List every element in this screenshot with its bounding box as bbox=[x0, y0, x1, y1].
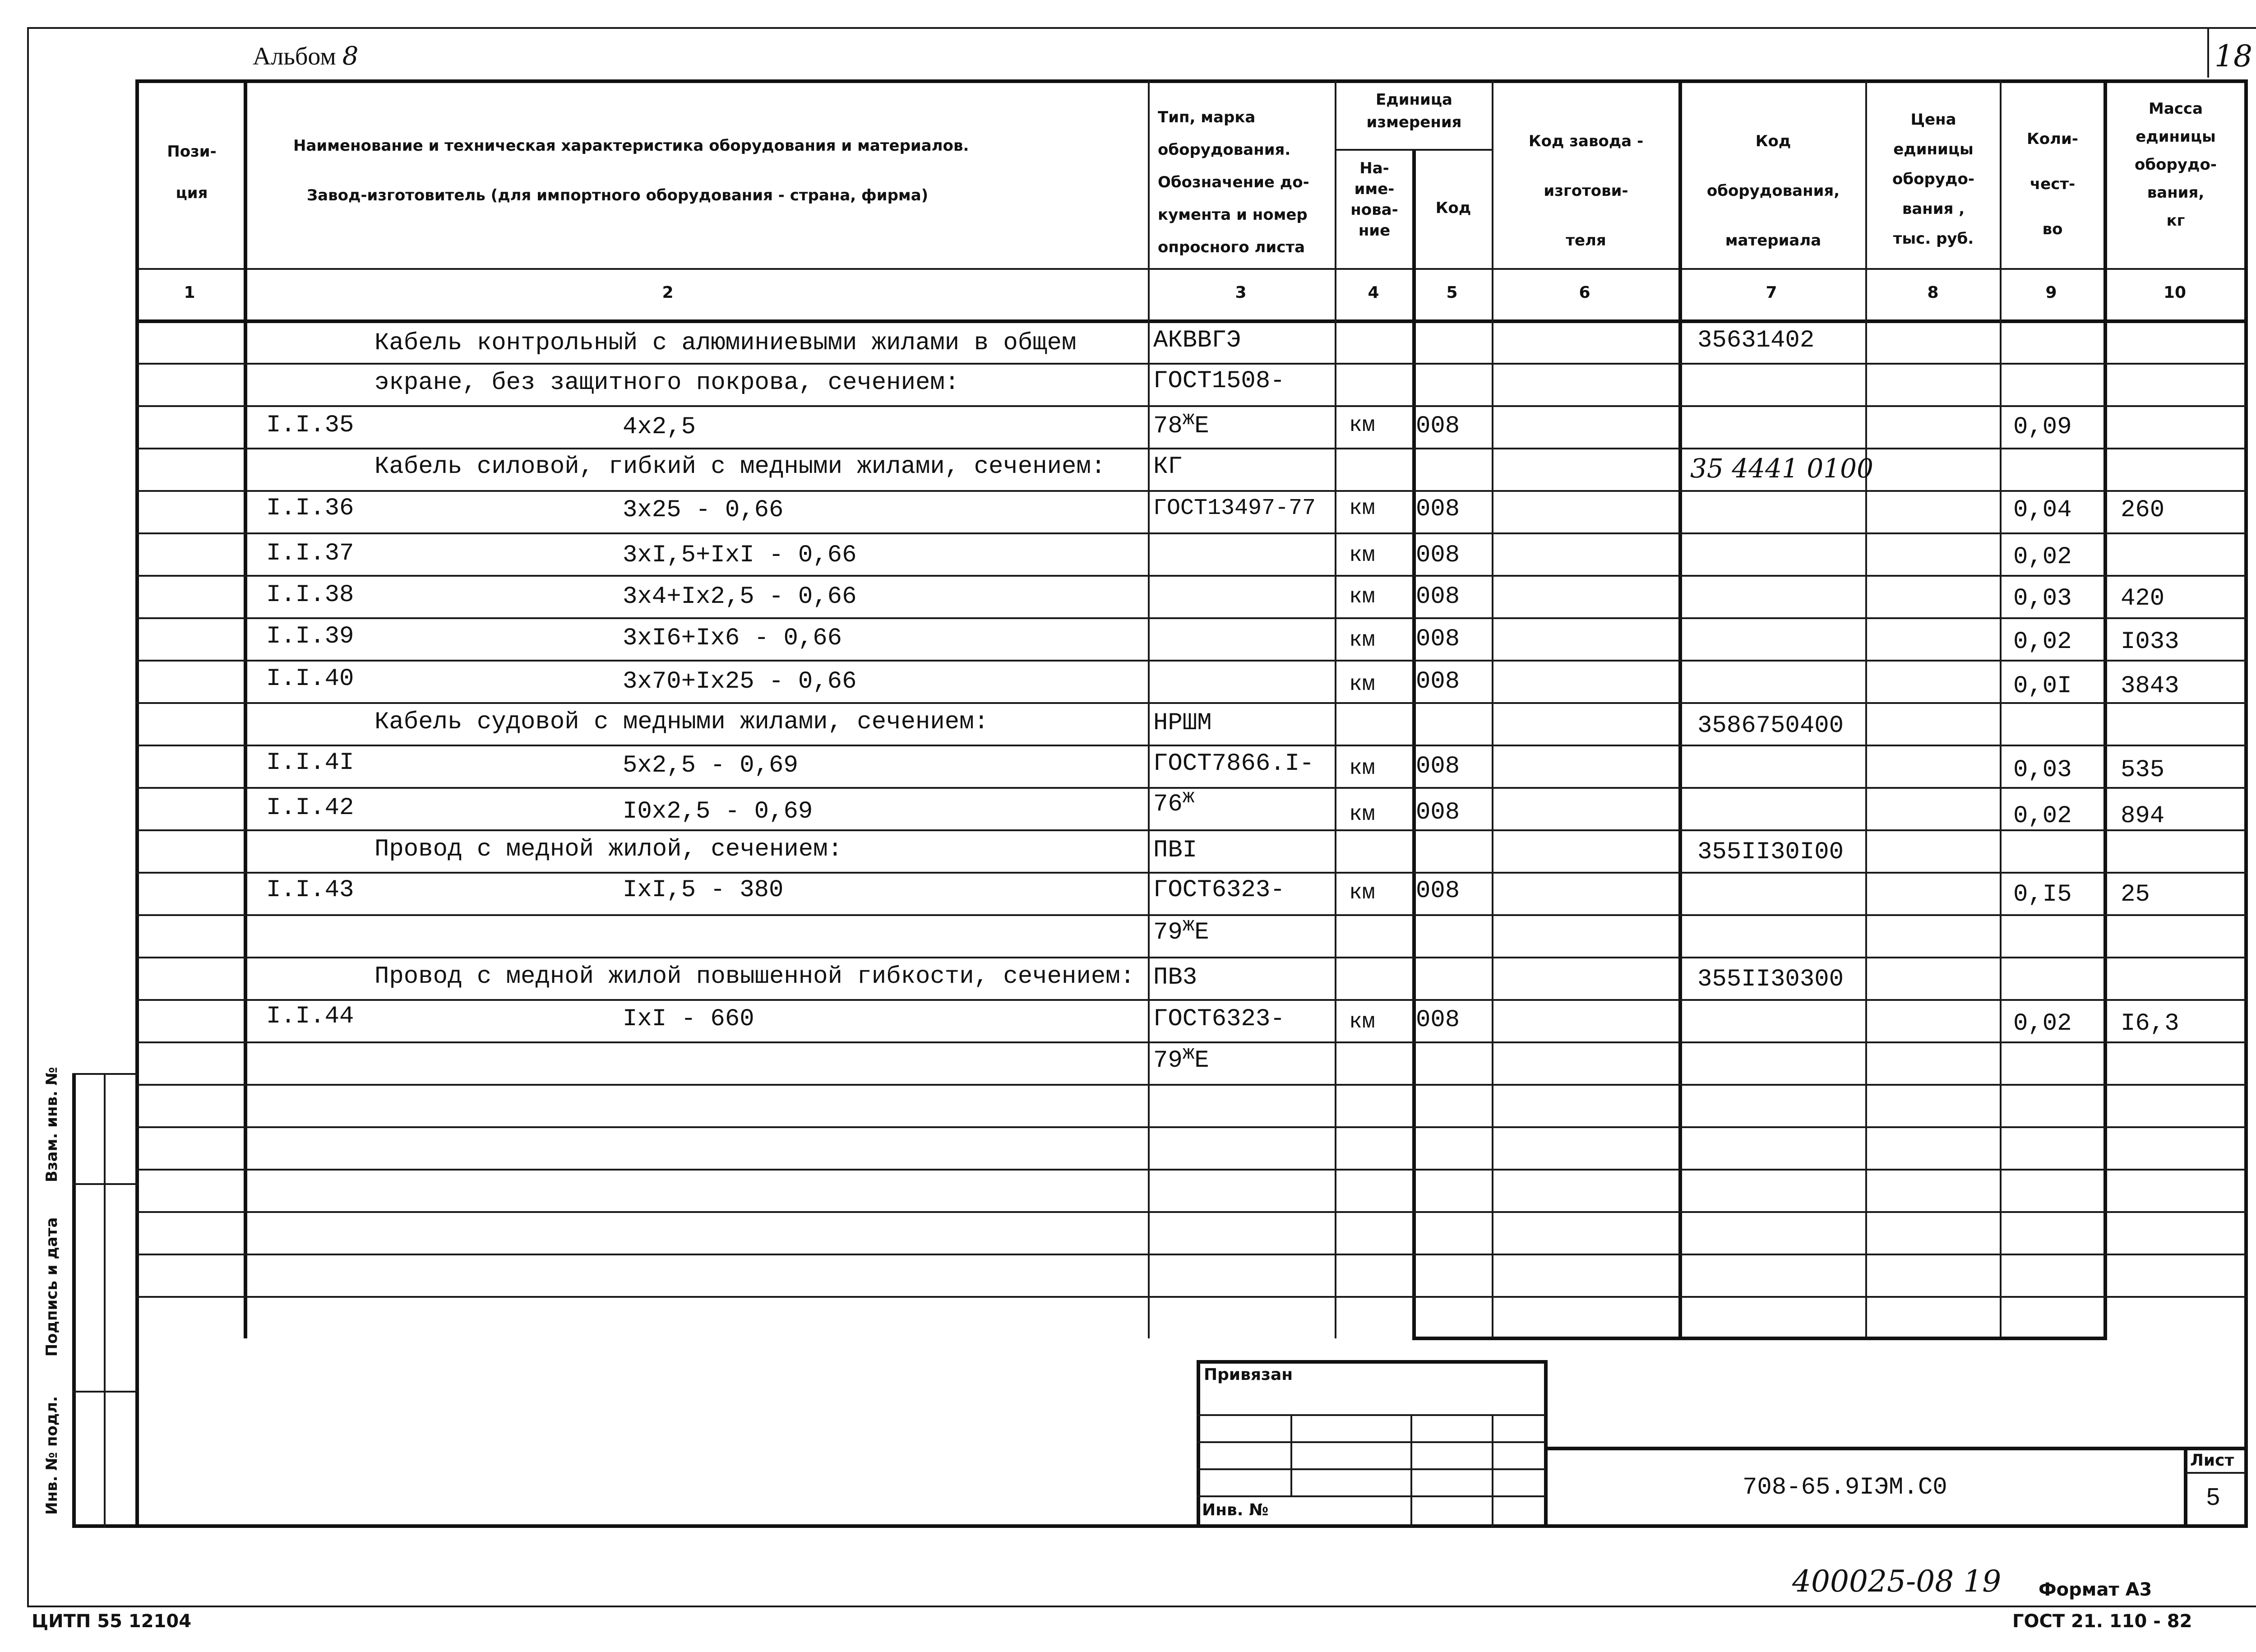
col-number: 10 bbox=[2163, 283, 2187, 302]
row-material-code: 35631402 bbox=[1697, 327, 1815, 354]
row-name: 3хI6+Iх6 - 0,66 bbox=[623, 625, 842, 652]
row-unit-code: 008 bbox=[1416, 625, 1460, 653]
row-mass: 894 bbox=[2121, 802, 2165, 830]
row-mass: 535 bbox=[2121, 756, 2165, 784]
header-material-code: Код оборудования, материала bbox=[1706, 132, 1840, 250]
row-material-code: 355II30300 bbox=[1697, 966, 1844, 993]
publisher-code: ЦИТП 55 12104 bbox=[32, 1611, 192, 1632]
row-unit-code: 008 bbox=[1416, 877, 1460, 905]
row-unit: км bbox=[1349, 881, 1375, 905]
row-type: КГ bbox=[1153, 453, 1183, 481]
col-number: 9 bbox=[2045, 283, 2057, 302]
row-quantity: 0,0I bbox=[2013, 672, 2072, 700]
row-type: $79^жЕ$ bbox=[1153, 1042, 1209, 1074]
row-name: 3хI,5+IхI - 0,66 bbox=[623, 541, 857, 569]
col-number: 2 bbox=[662, 283, 674, 302]
row-unit-code: 008 bbox=[1416, 753, 1460, 780]
standard-reference: ГОСТ 21. 110 - 82 bbox=[2012, 1611, 2192, 1632]
row-unit-code: 008 bbox=[1416, 541, 1460, 569]
row-name: 3х25 - 0,66 bbox=[623, 496, 784, 524]
row-position: I.I.39 bbox=[266, 623, 354, 650]
row-name: IхI - 660 bbox=[623, 1005, 754, 1033]
row-mass: I033 bbox=[2121, 628, 2179, 656]
row-unit-code: 008 bbox=[1416, 668, 1460, 695]
col-number: 6 bbox=[1579, 283, 1590, 302]
col-number: 8 bbox=[1927, 283, 1939, 302]
row-quantity: 0,02 bbox=[2013, 802, 2072, 830]
row-quantity: 0,02 bbox=[2013, 628, 2072, 656]
corner-page-number: 18 bbox=[2214, 39, 2252, 74]
row-unit: км bbox=[1349, 628, 1375, 652]
row-unit-code: 008 bbox=[1416, 412, 1460, 440]
row-quantity: 0,03 bbox=[2013, 756, 2072, 784]
album-label: Альбом 8 bbox=[253, 42, 359, 71]
row-quantity: 0,04 bbox=[2013, 496, 2072, 524]
header-mass: Масса единицы оборудо- вания, кг bbox=[2135, 100, 2217, 230]
col-number: 1 bbox=[184, 283, 195, 302]
header-price: Цена единицы оборудо- вания , тыс. руб. bbox=[1892, 111, 1974, 248]
row-type: $78^жЕ$ bbox=[1153, 408, 1209, 440]
row-type: ГОСТ6323- bbox=[1153, 1005, 1285, 1033]
row-name: экране, без защитного покрова, сечением: bbox=[374, 369, 960, 397]
row-mass: 260 bbox=[2121, 496, 2165, 524]
row-type: НРШМ bbox=[1153, 709, 1212, 737]
row-name: Провод с медной жилой, сечением: bbox=[374, 836, 842, 863]
row-unit: км bbox=[1349, 585, 1375, 609]
row-quantity: 0,02 bbox=[2013, 1010, 2072, 1037]
row-type: ПВI bbox=[1153, 837, 1197, 864]
stamp-replaced-inventory: Взам. инв. № bbox=[43, 1067, 61, 1182]
row-unit-code: 008 bbox=[1416, 495, 1460, 523]
header-plant-code: Код завода - изготови- теля bbox=[1528, 132, 1644, 250]
row-position: I.I.43 bbox=[266, 876, 354, 904]
row-mass: 420 bbox=[2121, 585, 2165, 612]
row-name: Провод с медной жилой повышенной гибкости, сечением: bbox=[374, 963, 1135, 990]
inventory-number-label: Инв. № bbox=[1202, 1501, 1269, 1519]
header-name: Наименование и техническая характеристика оборудования и материалов. Завод-изготовитель (для импортного оборудования - страна, фирма) bbox=[293, 137, 969, 204]
col-number: 4 bbox=[1368, 283, 1379, 302]
row-position: I.I.4I bbox=[266, 749, 354, 777]
stamp-original-inventory: Инв. № подл. bbox=[43, 1396, 61, 1515]
header-unit-name: На- име- нова- ние bbox=[1350, 159, 1398, 240]
row-type: АКВВГЭ bbox=[1153, 327, 1241, 354]
format-label: Формат А3 bbox=[2039, 1579, 2152, 1600]
sheet-label: Лист bbox=[2190, 1451, 2234, 1470]
row-unit: км bbox=[1349, 413, 1375, 438]
row-mass: 3843 bbox=[2121, 672, 2179, 700]
row-position: I.I.38 bbox=[266, 581, 354, 609]
document-code: 708-65.9IЭМ.С0 bbox=[1743, 1474, 1947, 1501]
row-name: 3х70+Iх25 - 0,66 bbox=[623, 668, 857, 695]
stamp-signature-date: Подпись и дата bbox=[43, 1217, 61, 1357]
row-unit: км bbox=[1349, 543, 1375, 568]
row-type: ГОСТ1508- bbox=[1153, 367, 1285, 395]
row-unit: км bbox=[1349, 756, 1375, 781]
row-position: I.I.37 bbox=[266, 540, 354, 567]
row-name: 3х4+Iх2,5 - 0,66 bbox=[623, 583, 857, 611]
row-position: I.I.44 bbox=[266, 1003, 354, 1030]
row-unit: км bbox=[1349, 496, 1375, 521]
row-position: I.I.42 bbox=[266, 794, 354, 822]
row-name: 5х2,5 - 0,69 bbox=[623, 752, 798, 779]
row-type: ГОСТ13497-77 bbox=[1153, 495, 1316, 521]
row-type: ПВ3 bbox=[1153, 964, 1197, 991]
row-unit-code: 008 bbox=[1416, 583, 1460, 611]
album-number: 8 bbox=[342, 42, 359, 71]
row-unit: км bbox=[1349, 802, 1375, 827]
row-material-code: 3586750400 bbox=[1697, 712, 1844, 740]
row-material-code: 355II30I00 bbox=[1697, 838, 1844, 866]
row-name: I0х2,5 - 0,69 bbox=[623, 798, 813, 825]
row-position: I.I.40 bbox=[266, 665, 354, 693]
row-position: I.I.36 bbox=[266, 495, 354, 522]
row-quantity: 0,03 bbox=[2013, 585, 2072, 612]
col-number: 5 bbox=[1446, 283, 1458, 302]
col-number: 7 bbox=[1766, 283, 1777, 302]
row-name: 4х2,5 bbox=[623, 413, 696, 441]
row-name: Кабель контрольный с алюминиевыми жилами в общем bbox=[374, 329, 1077, 357]
row-quantity: 0,09 bbox=[2013, 413, 2072, 441]
col-number: 3 bbox=[1235, 283, 1247, 302]
row-name: IхI,5 - 380 bbox=[623, 876, 784, 904]
row-name: Кабель силовой, гибкий с медными жилами, сечением: bbox=[374, 453, 1106, 481]
row-type: ГОСТ7866.I- bbox=[1153, 750, 1314, 777]
header-position: Пози- ция bbox=[167, 143, 217, 202]
row-mass: I6,3 bbox=[2121, 1010, 2179, 1037]
header-unit: Единица измерения bbox=[1366, 91, 1462, 131]
row-type: ГОСТ6323- bbox=[1153, 876, 1285, 904]
header-type: Тип, марка оборудования. Обозначение до- кумента и номер опросного листа bbox=[1158, 108, 1309, 256]
header-unit-code: Код bbox=[1435, 199, 1471, 217]
row-name: Кабель судовой с медными жилами, сечением: bbox=[374, 708, 989, 736]
row-quantity: 0,I5 bbox=[2013, 881, 2072, 908]
row-mass: 25 bbox=[2121, 881, 2150, 908]
row-unit-code: 008 bbox=[1416, 799, 1460, 826]
row-material-code-handwritten: 35 4441 0100 bbox=[1690, 453, 1873, 484]
row-position: I.I.35 bbox=[266, 412, 354, 439]
row-quantity: 0,02 bbox=[2013, 543, 2072, 571]
handwritten-registration-number: 400025-08 19 bbox=[1792, 1564, 2002, 1599]
row-unit-code: 008 bbox=[1416, 1006, 1460, 1034]
sheet-number: 5 bbox=[2206, 1483, 2220, 1510]
row-type: $79^жЕ$ bbox=[1153, 914, 1209, 946]
row-unit: км bbox=[1349, 672, 1375, 697]
header-quantity: Коли- чест- во bbox=[2027, 130, 2078, 238]
attached-label: Привязан bbox=[1204, 1365, 1293, 1384]
row-type: $76^ж$ bbox=[1153, 786, 1195, 818]
row-unit: км bbox=[1349, 1010, 1375, 1034]
